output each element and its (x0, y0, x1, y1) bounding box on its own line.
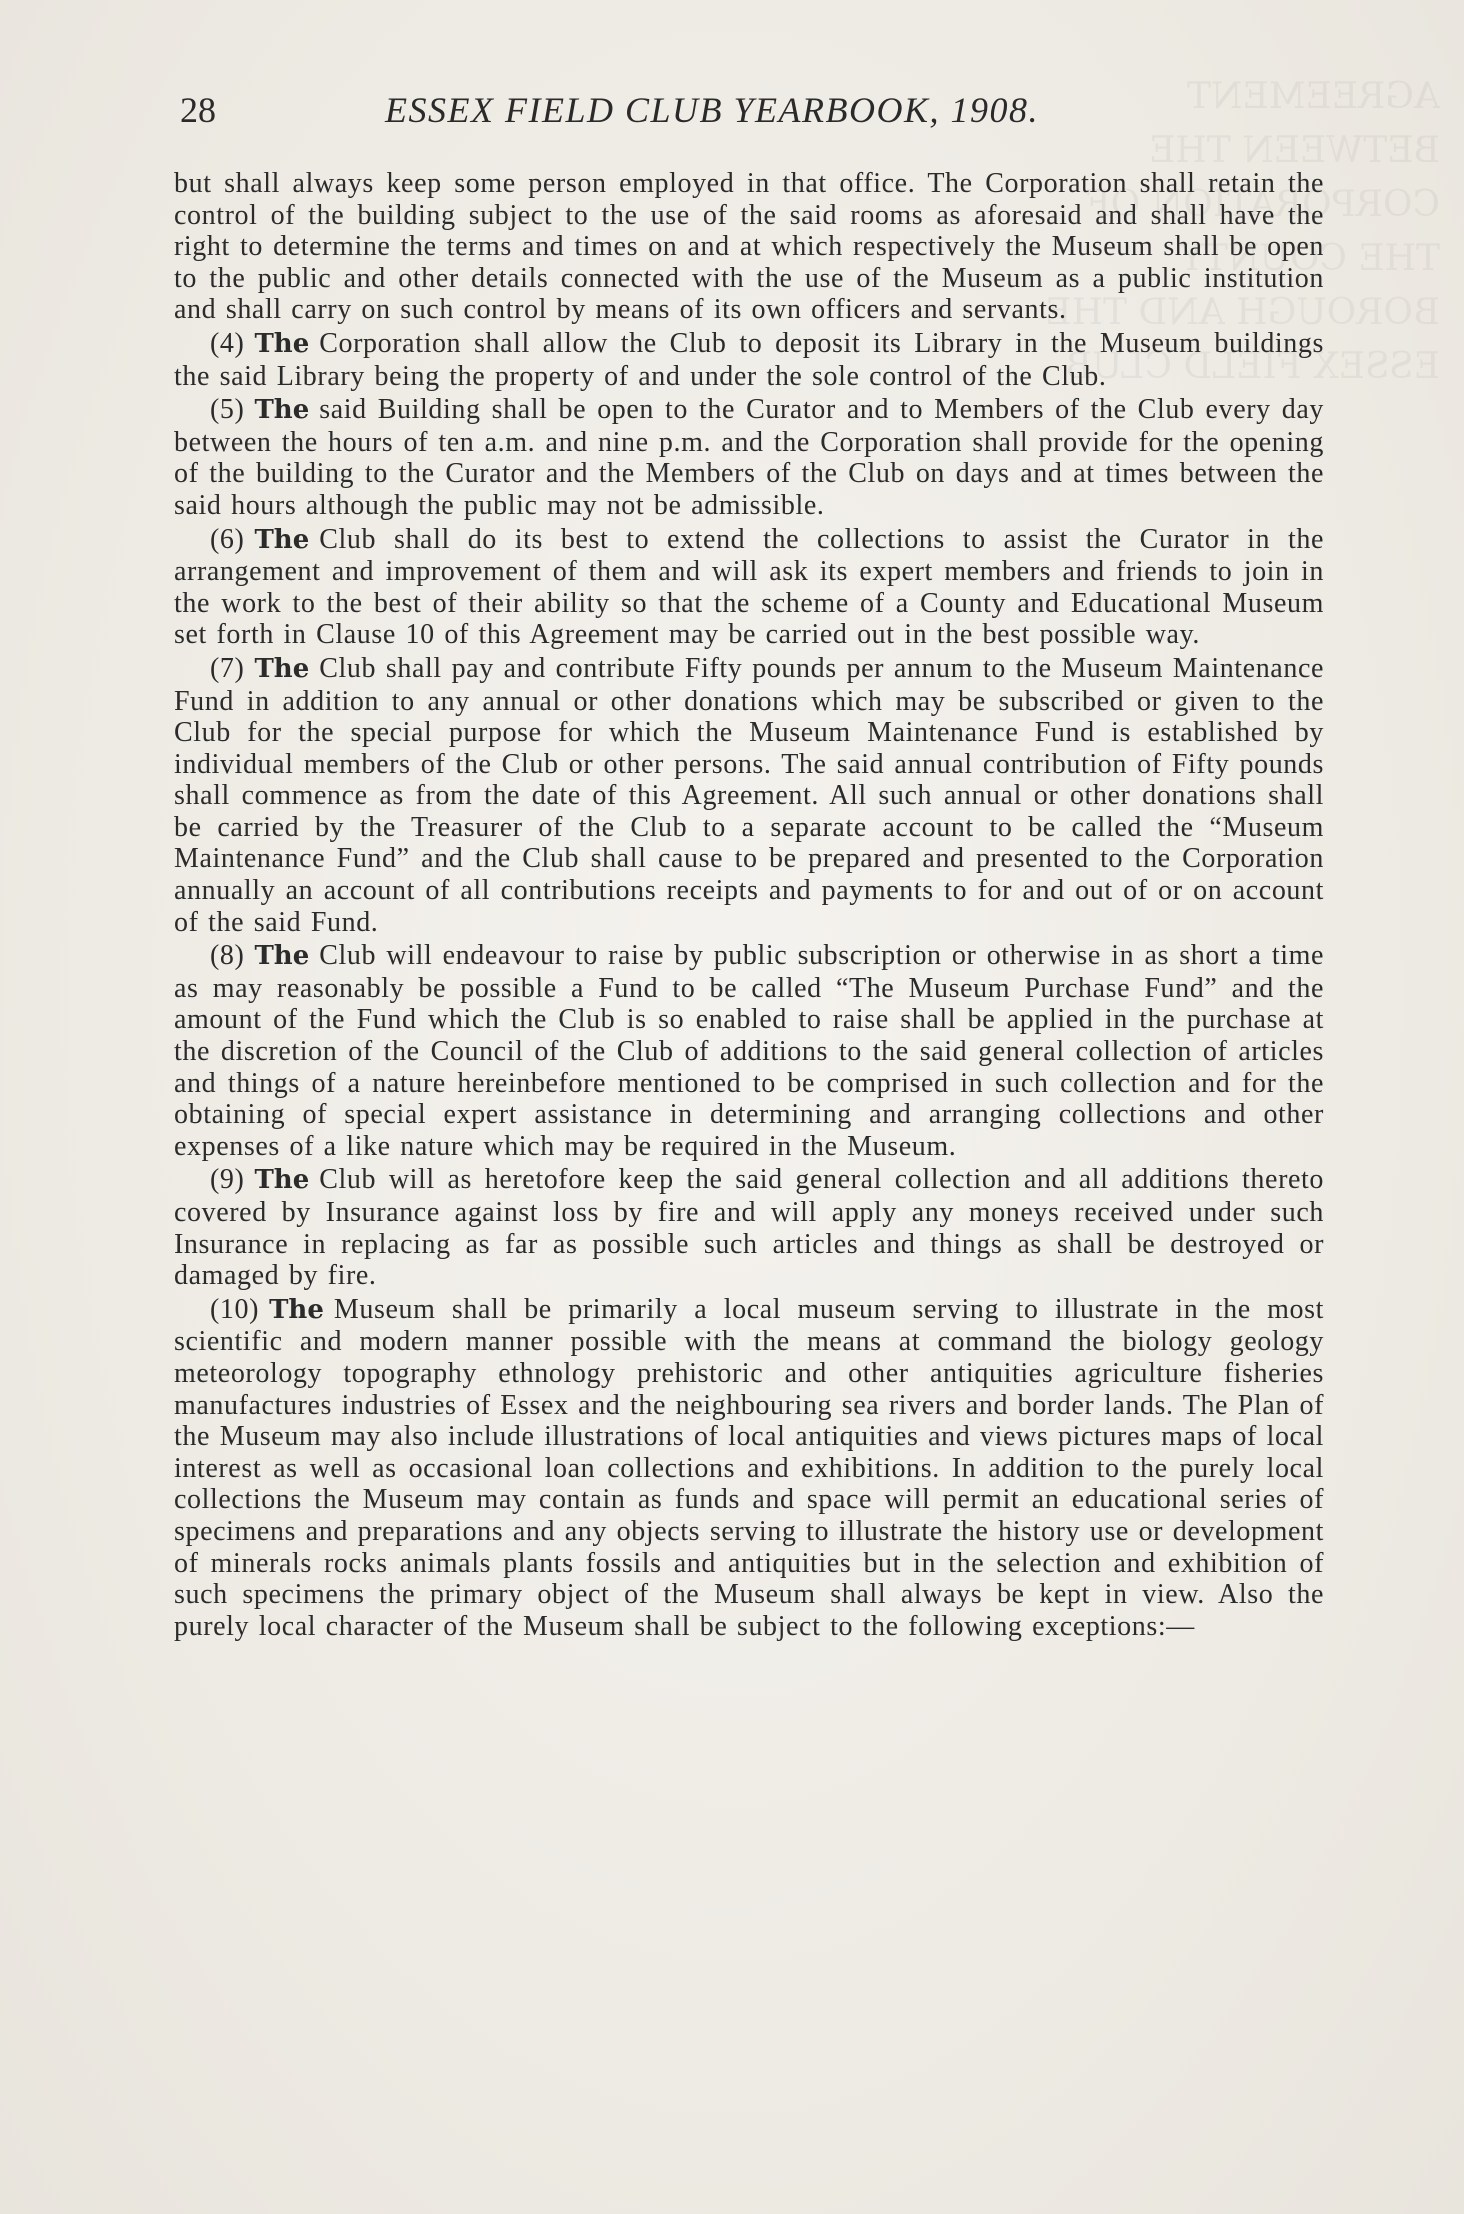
paragraph-text: but shall always keep some person employed in that office. The Corporation shall retain the control of the building subject to the use of the said rooms as aforesaid and shall have the right to determine the terms and times on and at which respectively the Museum shall be open to the public and other details connected with the use of the Museum as a public institution and shall carry on such control by means of its own officers and servants. (174, 168, 1324, 326)
clause-4 (174, 328, 1324, 392)
clause-9 (174, 1164, 1324, 1291)
blackletter-lead: The (254, 395, 310, 426)
clause-6 (174, 524, 1324, 651)
blackletter-lead: The (254, 653, 310, 684)
paragraph-text: Club shall do its best to extend the collections to assist the Curator in the arrangement and improvement of them and will ask its expert members and friends to join in the work to the best of their ability so that the scheme of a County and Educational Museum set forth in Clause 10 of this Agreement may be carried out in the best possible way. (174, 523, 1324, 651)
paragraph-text: Club shall pay and contribute Fifty pounds per annum to the Museum Maintenance Fund in addition to any annual or other donations which may be subscribed or given to the Club for the special purpose for which the Museum Maintenance Fund is established by individual members of the Club or other persons. The said annual contribution of Fifty pounds shall commence as from the date of this Agreement. All such annual or other donations shall be carried by the Treasurer of the Club to a separate account to be called the “Museum Maintenance Fund” and the Club shall cause to be prepared and presented to the Corporation annually an account of all contributions receipts and payments to for and out of or on account of the said Fund. (174, 652, 1324, 938)
clause-number: (4) (210, 327, 245, 359)
paragraph-text: said Building shall be open to the Curator and to Members of the Club every day between the hours of ten a.m. and nine p.m. and the Corporation shall provide for the opening of the building to the Curator and the Members of the Club on days and at times between the said hours although the public may not be admissible. (174, 394, 1324, 521)
body-text (174, 168, 1324, 1644)
paragraph-text: Museum shall be primarily a local museum serving to illustrate in the most scientific and modern manner possible with the means at command the biology geology meteorology topography ethnology prehistoric and other antiquities agriculture fisheries manufactures industries of Essex and the neighbouring sea rivers and border lands. The Plan of the Museum may also include illustrations of local antiquities and views pictures maps of local interest as well as occasional loan collections and exhibitions. In addition to the purely local collections the Museum may contain as funds and space will permit an educational series of specimens and preparations and any objects serving to illustrate the history use or development of minerals rocks animals plants fossils and antiquities but in the selection and exhibition of such specimens the primary object of the Museum shall always be kept in view. Also the purely local character of the Museum shall be subject to the following exceptions:— (174, 1293, 1324, 1642)
clause-number: (8) (210, 940, 245, 972)
clause-number: (5) (210, 394, 245, 426)
page-number: 28 (180, 90, 216, 130)
clause-number: (10) (210, 1293, 260, 1325)
clause-8 (174, 940, 1324, 1162)
blackletter-lead: The (254, 524, 310, 555)
clause-5 (174, 394, 1324, 521)
blackletter-lead: The (254, 941, 310, 972)
paragraph-continuation (174, 168, 1324, 326)
blackletter-lead: The (269, 1294, 324, 1325)
paragraph-text: Club will as heretofore keep the said general collection and all additions thereto covered by Insurance against loss by fire and will apply any moneys received under such Insurance in replacing as far as possible such articles and things as shall be destroyed or damaged by fire. (174, 1164, 1324, 1292)
running-title: ESSEX FIELD CLUB YEARBOOK, 1908. (385, 90, 1039, 130)
clause-10 (174, 1294, 1324, 1643)
blackletter-lead: The (254, 1165, 310, 1196)
clause-7 (174, 653, 1324, 938)
blackletter-lead: The (254, 328, 310, 359)
paragraph-text: Club will endeavour to raise by public subscription or otherwise in as short a time as may reasonably be possible a Fund to be called “The Museum Purchase Fund” and the amount of the Fund which the Club is so enabled to raise shall be applied in the purchase at the discretion of the Council of the Club of additions to the said general collection of articles and things of a nature hereinbefore mentioned to be comprised in such collection and for the obtaining of special expert assistance in determining and arranging collections and other expenses of a like nature which may be required in the Museum. (174, 940, 1324, 1162)
paragraph-text: Corporation shall allow the Club to deposit its Library in the Museum buildings the said Library being the property of and under the sole control of the Club. (174, 327, 1324, 392)
clause-number: (7) (210, 652, 245, 684)
clause-number: (6) (210, 523, 245, 555)
page-header (180, 86, 1330, 134)
clause-number: (9) (210, 1164, 245, 1196)
